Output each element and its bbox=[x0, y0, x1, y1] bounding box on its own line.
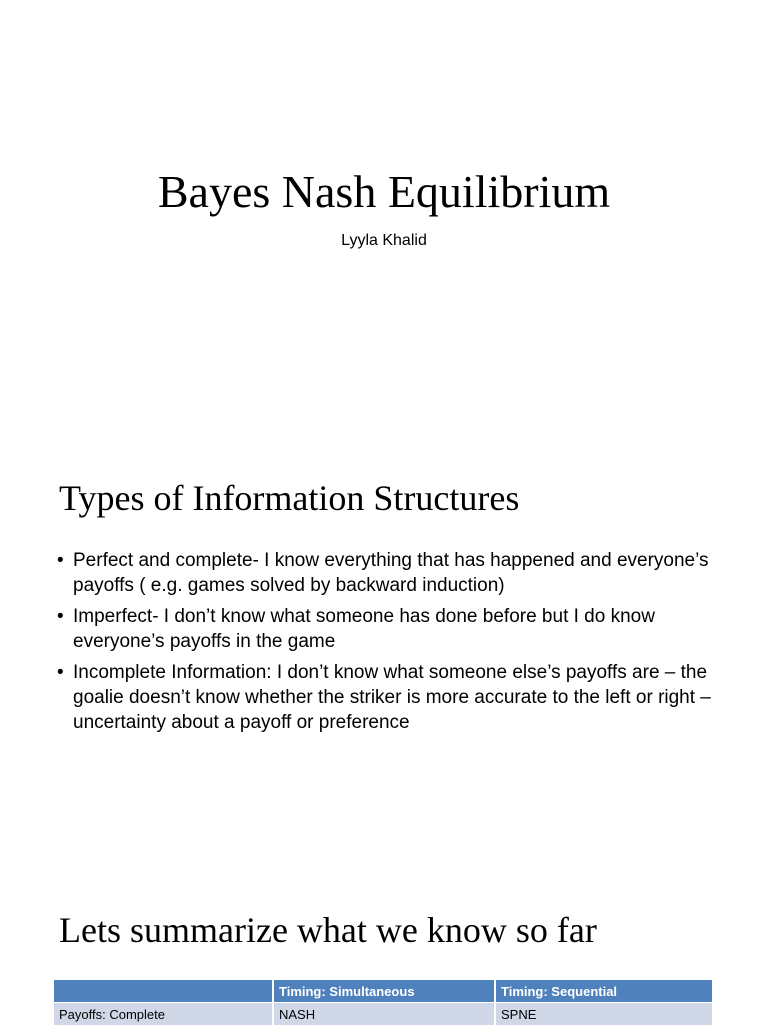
bullet-text: Perfect and complete- I know everything that has happened and everyone’s payoffs ( e.g. games solved by backward induction) bbox=[73, 550, 709, 596]
table-header-cell: Timing: Simultaneous bbox=[273, 980, 495, 1003]
table-cell: SPNE bbox=[495, 1003, 713, 1025]
slide-heading: Types of Information Structures bbox=[59, 476, 519, 520]
presentation-title: Bayes Nash Equilibrium bbox=[0, 164, 768, 220]
table-row bbox=[54, 1003, 713, 1025]
bullet-item bbox=[55, 548, 735, 598]
bullet-icon: • bbox=[57, 660, 64, 685]
table-cell: NASH bbox=[273, 1003, 495, 1025]
table-header-row bbox=[54, 980, 713, 1003]
bullet-icon: • bbox=[57, 604, 64, 629]
summary-table bbox=[54, 980, 714, 1025]
summary-slide bbox=[0, 860, 768, 1024]
bullet-icon: • bbox=[57, 548, 64, 573]
table-header-cell bbox=[54, 980, 273, 1003]
information-structures-slide bbox=[0, 412, 768, 812]
table-cell: Payoffs: Complete bbox=[54, 1003, 273, 1025]
slide-heading: Lets summarize what we know so far bbox=[59, 908, 597, 952]
bullet-item bbox=[55, 660, 735, 735]
bullet-text: Incomplete Information: I don’t know what someone else’s payoffs are – the goalie doesn’t know whether the striker is more accurate to the left or right – uncertainty about a payoff or preference bbox=[73, 662, 711, 733]
bullet-item bbox=[55, 604, 735, 654]
table-header-cell: Timing: Sequential bbox=[495, 980, 713, 1003]
title-slide bbox=[0, 0, 768, 384]
bullet-text: Imperfect- I don’t know what someone has done before but I do know everyone’s payoffs in the game bbox=[73, 606, 655, 652]
author-name: Lyyla Khalid bbox=[0, 230, 768, 252]
bullet-list bbox=[55, 548, 735, 741]
